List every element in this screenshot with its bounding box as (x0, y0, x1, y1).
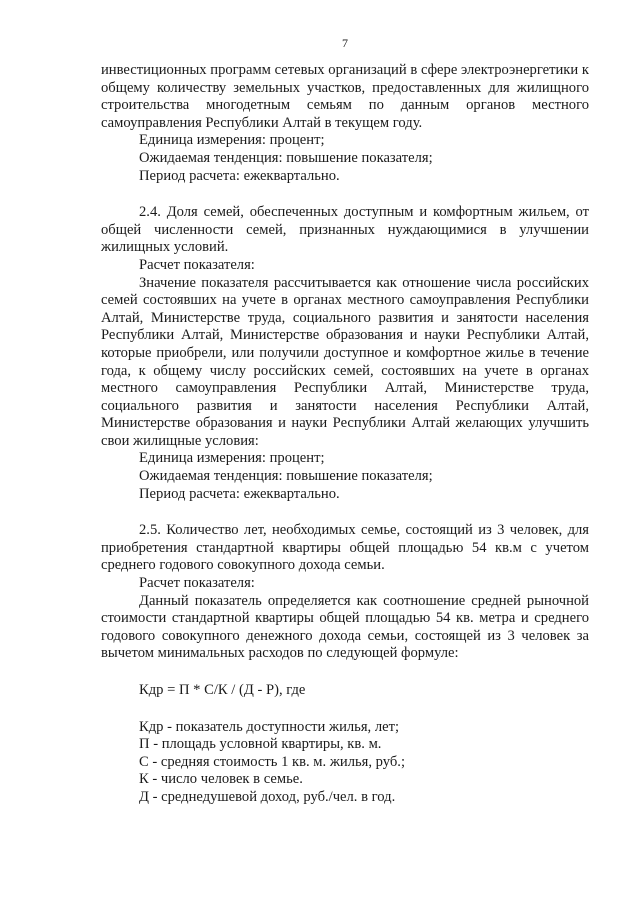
section-2-4-trend: Ожидаемая тенденция: повышение показателя; (139, 468, 433, 485)
section-2-4-calc-text: Значение показателя рассчитывается как отношение числа российских семей состоявших на учете в органах местного самоуправления Республики Алтай, Министерстве труда, социального развития и занятости населения Республики Алтай, Министерстве образования и науки Республики Алтай, которые приобрели, или получили доступное и комфортное жилье в течение года, к общему числу российских семей, состоявших на учете в органах местного самоуправления Республики Алтай, Министерстве труда, социального развития и занятости населения Республики Алтай, Министерстве образования и науки Республики Алтай желающих улучшить свои жилищные условия: (101, 274, 589, 449)
definition-item: П - площадь условной квартиры, кв. м. (139, 736, 382, 753)
section-2-5-formula: Кдр = П * С/К / (Д - Р), где (139, 682, 306, 698)
document-body (101, 62, 589, 807)
section-2-3-unit: Единица измерения: процент; (139, 132, 325, 149)
spacer (101, 700, 589, 719)
section-2-5-heading: 2.5. Количество лет, необходимых семье, состоящий из 3 человек, для приобретения стандартной квартиры общей площадью 54 кв.м с учетом среднего годового совокупного дохода семьи. (101, 522, 589, 574)
definition-item: С - средняя стоимость 1 кв. м. жилья, руб.; (139, 753, 406, 770)
section-2-5-calc-label: Расчет показателя: (139, 575, 255, 592)
section-2-3-period: Период расчета: ежеквартально. (139, 167, 340, 184)
section-2-4-period: Период расчета: ежеквартально. (139, 485, 340, 502)
section-2-4-calc-label: Расчет показателя: (139, 256, 255, 273)
section-2-3-tail-text: инвестиционных программ сетевых организаций в сфере электроэнергетики к общему количеству земельных участков, предоставленных для жилищного строительства многодетным семьям по данным органов местного самоуправления Республики Алтай в текущем году. (101, 62, 589, 131)
section-2-3-trend: Ожидаемая тенденция: повышение показателя; (139, 149, 433, 166)
spacer (101, 503, 589, 522)
section-2-4-heading: 2.4. Доля семей, обеспеченных доступным и комфортным жильем, от общей численности семей, признанных нуждающимися в улучшении жилищных условий. (101, 204, 589, 256)
spacer (101, 663, 589, 682)
definition-item: Кдр - показатель доступности жилья, лет; (139, 718, 400, 735)
section-2-4-unit: Единица измерения: процент; (139, 450, 325, 467)
section-2-5-calc-text: Данный показатель определяется как соотношение средней рыночной стоимости стандартной квартиры общей площадью 54 кв. метра и среднего годового совокупного денежного дохода семьи, состоящей из 3 человек за вычетом минимальных расходов по следующей формуле: (101, 592, 589, 662)
spacer (101, 185, 589, 204)
page-number: 7 (342, 36, 348, 50)
definition-item: К - число человек в семье. (139, 771, 303, 788)
definition-item: Д - среднедушевой доход, руб./чел. в год. (139, 788, 396, 805)
